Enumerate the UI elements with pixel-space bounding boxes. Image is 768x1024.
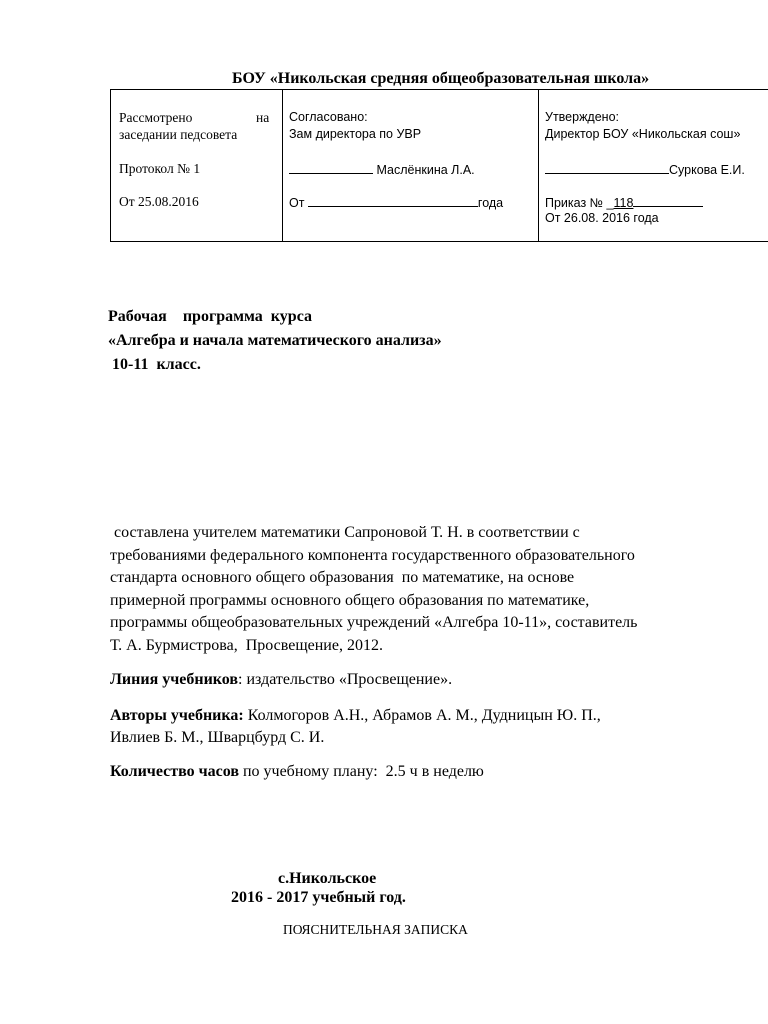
program-title-line3: 10-11 класс. [108,356,201,373]
textbook-line [110,669,452,692]
order-prefix: Приказ № _ [545,196,614,210]
agreed-date-suffix: года [477,196,504,210]
agreed-signature-name: Маслёнкина Л.А. [373,163,475,177]
reviewed-line2: заседании педсовета [119,127,238,142]
program-title [108,305,442,377]
approved-cell [539,90,768,241]
authors-value: Колмогоров А.Н., Абрамов А. М., Дудницын Ю. П., [243,707,601,724]
reviewed-cell [111,90,283,241]
approval-table [110,89,768,242]
textbook-authors [110,705,601,728]
order-number [545,194,703,210]
authors-label: Авторы учебника: [110,707,244,724]
description-line: стандарта основного общего образования по математике, на основе [110,569,575,586]
textbook-line-label: Линия учебников [110,671,239,688]
date-blank [308,194,478,207]
reviewed-label: Рассмотрено [119,110,193,125]
approved-date: От 26.08. 2016 года [545,211,659,225]
agreed-date [289,194,503,210]
description-line: примерной программы основного общего образования по математике, [110,591,590,609]
description-line: требованиями федерального компонента государственного образовательного [110,546,635,564]
order-blank [633,194,703,207]
signature-blank [545,161,669,174]
explanatory-note-title: ПОЯСНИТЕЛЬНАЯ ЗАПИСКА [283,922,468,937]
description-line: Т. А. Бурмистрова, Просвещение, 2012. [110,636,383,654]
hours-label: Количество часов [110,763,239,780]
approved-signature-name: Суркова Е.И. [669,163,745,177]
agreed-cell [283,90,539,241]
agreed-date-prefix: От [289,196,308,210]
hours-value: по учебному плану: 2.5 ч в неделю [238,763,484,780]
approved-label: Утверждено: [545,110,620,124]
reviewed-date: От 25.08.2016 [119,194,199,209]
textbook-line-value: : издательство «Просвещение». [238,671,453,688]
academic-year: 2016 - 2017 учебный год. [231,889,406,906]
agreed-position: Зам директора по УВР [289,127,422,141]
description-line: составлена учителем математики Сапроновой Т. Н. в соответствии с [110,524,580,541]
order-number-value: 118 [613,196,634,210]
program-title-line1: Рабочая программа курса [108,308,312,325]
authors-value-line2: Ивлиев Б. М., Шварцбурд С. И. [110,729,325,746]
reviewed-label-na: на [256,110,270,125]
agreed-label: Согласовано: [289,110,368,124]
approved-position: Директор БОУ «Никольская сош» [545,127,741,141]
school-header: БОУ «Никольская средняя общеобразовательная школа» [232,70,650,87]
signature-blank [289,161,373,174]
approved-signature [545,161,745,177]
program-description [110,522,750,657]
hours-count [110,761,484,784]
protocol-number: Протокол № 1 [119,161,201,176]
agreed-signature [289,161,475,177]
place: с.Никольское [278,870,377,887]
description-line: программы общеобразовательных учреждений «Алгебра 10-11», составитель [110,614,638,631]
program-title-line2: «Алгебра и начала математического анализа» [108,332,442,349]
